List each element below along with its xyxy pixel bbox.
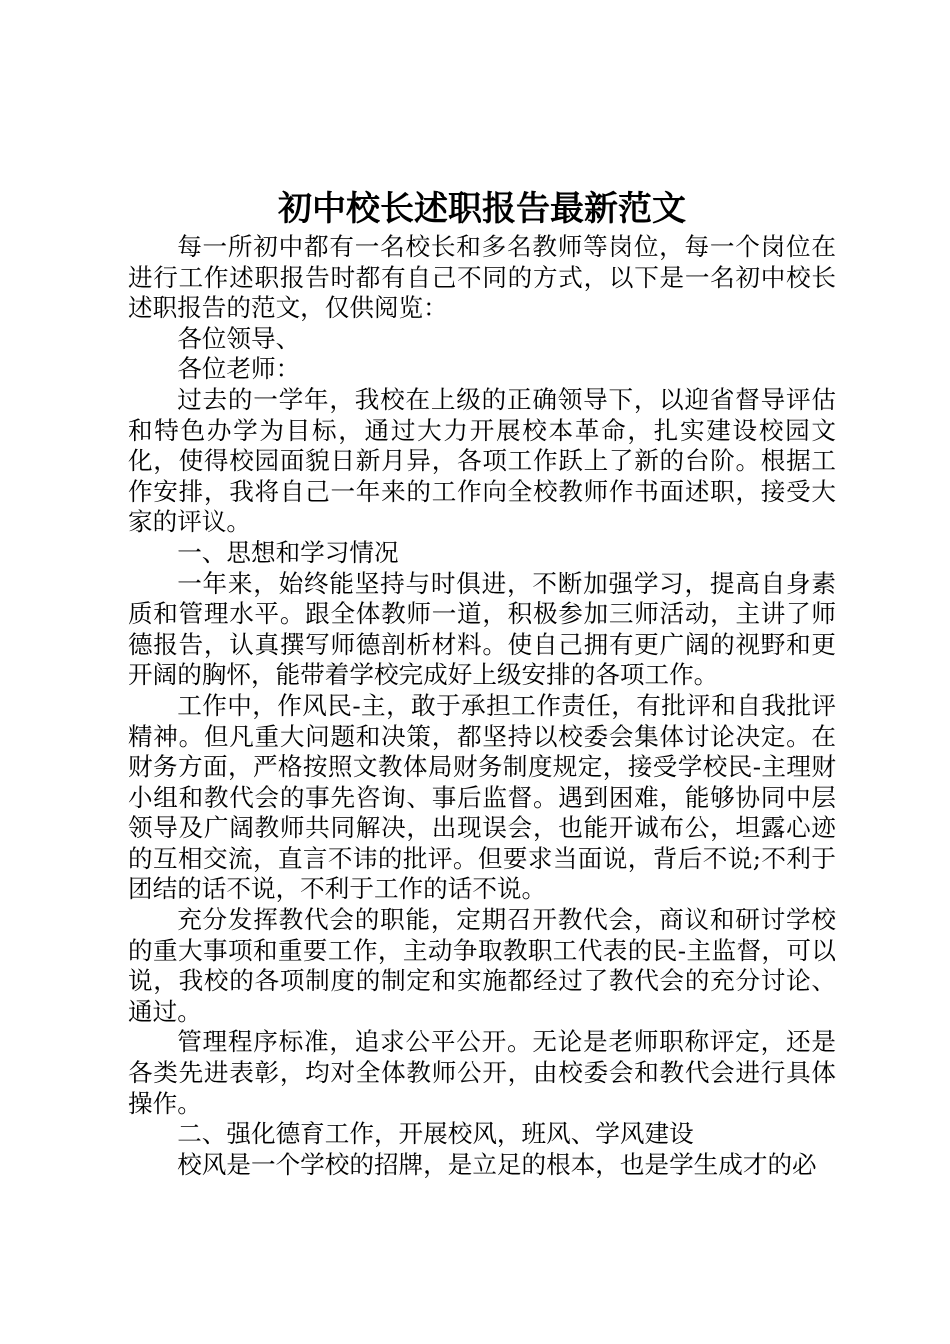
document-title: 初中校长述职报告最新范文 [278,189,686,229]
document-body [128,232,836,1180]
paragraph-salutation-teachers: 各位老师： [177,354,301,384]
paragraph-overview: 过去的一学年，我校在上级的正确领导下，以迎省督导评估和特色办学为目标，通过大力开展校本革命，扎实建设校园文化，使得校园面貌日新月异，各项工作跃上了新的台阶。根据工作安排，我将自己一年来的工作向全校教师作书面述职，接受大家的评议。 [128,384,836,537]
paragraph-congress: 充分发挥教代会的职能，定期召开教代会，商议和研讨学校的重大事项和重要工作，主动争取教职工代表的民-主监督，可以说，我校的各项制度的制定和实施都经过了教代会的充分讨论、通过。 [128,905,836,1026]
paragraph-salutation-leaders: 各位领导、 [177,323,301,353]
paragraph-work-style: 工作中，作风民-主，敢于承担工作责任，有批评和自我批评精神。但凡重大问题和决策，都坚持以校委会集体讨论决定。在财务方面，严格按照文教体局财务制度规定，接受学校民-主理财小组和教代会的事先咨询、事后监督。遇到困难，能够协同中层领导及广阔教师共同解决，出现误会，也能开诚布公，坦露心迹的互相交流，直言不讳的批评。但要求当面说，背后不说;不利于团结的话不说，不利于工作的话不说。 [128,690,836,904]
section-heading-1: 一、思想和学习情况 [177,537,399,567]
paragraph-management: 管理程序标准，追求公平公开。无论是老师职称评定，还是各类先进表彰，均对全体教师公开，由校委会和教代会进行具体操作。 [128,1027,836,1118]
paragraph-intro: 每一所初中都有一名校长和多名教师等岗位，每一个岗位在进行工作述职报告时都有自己不同的方式，以下是一名初中校长述职报告的范文，仅供阅览： [128,232,836,323]
section-heading-2: 二、强化德育工作，开展校风，班风、学风建设 [177,1119,694,1149]
paragraph-school-spirit: 校风是一个学校的招牌，是立足的根本，也是学生成才的必 [177,1149,817,1179]
paragraph-study: 一年来，始终能坚持与时俱进，不断加强学习，提高自身素质和管理水平。跟全体教师一道，积极参加三师活动，主讲了师德报告，认真撰写师德剖析材料。使自己拥有更广阔的视野和更开阔的胸怀，能带着学校完成好上级安排的各项工作。 [128,568,836,690]
